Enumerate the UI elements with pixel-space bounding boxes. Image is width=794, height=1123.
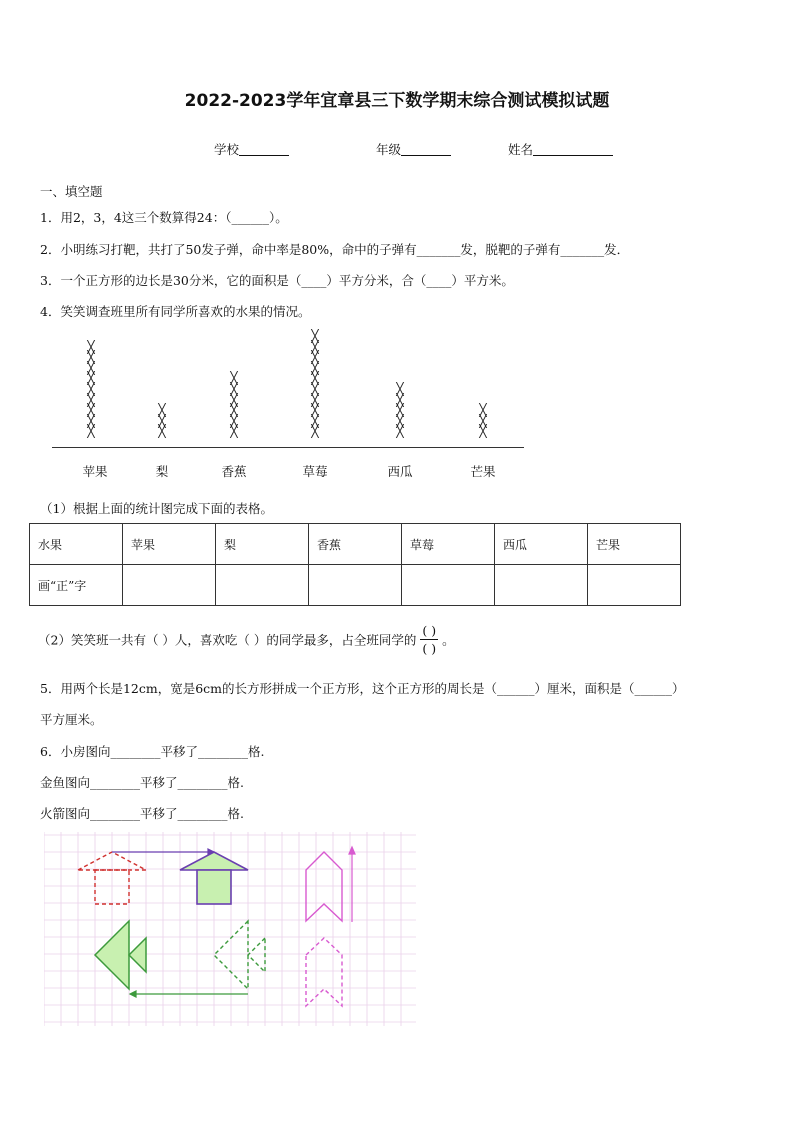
- tally-mark: ╳: [311, 339, 319, 354]
- tally-mark: ╳: [87, 403, 95, 418]
- table-cell: [309, 565, 402, 606]
- tally-mark: ╳: [311, 360, 319, 375]
- table-cell: 水果: [30, 524, 123, 565]
- name-field: 姓名: [508, 140, 613, 158]
- question-4-1: （1）根据上面的统计图完成下面的表格。: [40, 501, 273, 516]
- table-cell: 梨: [216, 524, 309, 565]
- question-5: 5．用两个长是12cm，宽是6cm的长方形拼成一个正方形，这个正方形的周长是（______）厘米，面积是（______）: [40, 681, 685, 696]
- page-title: 2022-2023学年宜章县三下数学期末综合测试模拟试题: [184, 91, 610, 111]
- tally-mark: ╳: [87, 424, 95, 439]
- house-body: [197, 870, 231, 904]
- tally-mark: ╳: [158, 424, 166, 439]
- tally-mark: ╳: [87, 392, 95, 407]
- rocket-translated: [306, 852, 342, 921]
- question-2: 2．小明练习打靶，共打了50发子弹，命中率是80%，命中的子弹有_______发，脱靶的子弹有_______发．: [40, 242, 630, 257]
- tally-mark: ╳: [311, 371, 319, 386]
- table-cell: 香蕉: [309, 524, 402, 565]
- tally-mark: ╳: [396, 424, 404, 439]
- fraction-blank: $\frac{( )}{( )}$: [422, 623, 437, 656]
- table-row: [30, 565, 681, 606]
- fish-original: [214, 921, 265, 989]
- tally-mark: ╳: [311, 350, 319, 365]
- tally-mark: ╳: [396, 413, 404, 428]
- fish-translated: [95, 921, 146, 989]
- tally-mark: ╳: [87, 360, 95, 375]
- question-1: 1．用2，3，4这三个数算得24：（______）。: [40, 210, 288, 225]
- question-6-rocket: 火箭图向________平移了________格.: [40, 806, 244, 821]
- tally-mark: ╳: [311, 382, 319, 396]
- fruit-label: 芒果: [470, 464, 496, 479]
- tally-mark: ╳: [87, 339, 95, 354]
- section-heading: 一、填空题: [40, 184, 103, 199]
- table-cell: 草莓: [402, 524, 495, 565]
- fruit-label: 草莓: [302, 464, 328, 479]
- tally-mark: ╳: [87, 350, 95, 365]
- tally-mark: ╳: [87, 413, 95, 428]
- tally-mark: ╳: [230, 392, 238, 407]
- table-cell: 西瓜: [495, 524, 588, 565]
- table-cell: [402, 565, 495, 606]
- tally-mark: ╳: [396, 382, 404, 396]
- question-4-2: （2）笑笑班一共有（ ）人，喜欢吃（ ）的同学最多，占全班同学的 $\frac{( )}{( )}$ 。: [38, 623, 455, 656]
- school-field: 学校: [214, 140, 289, 158]
- question-6: 6．小房图向________平移了________格.: [40, 744, 265, 759]
- tally-mark: ╳: [479, 413, 487, 428]
- tally-mark: ╳: [311, 403, 319, 418]
- table-cell: 芒果: [588, 524, 681, 565]
- house-translated: [180, 852, 248, 904]
- question-6-fish: 金鱼图向________平移了________格.: [40, 775, 244, 790]
- question-5-cont: 平方厘米。: [40, 712, 103, 727]
- tally-mark: ╳: [230, 371, 238, 386]
- tally-mark: ╳: [230, 382, 238, 396]
- tally-mark: ╳: [396, 403, 404, 418]
- tally-mark: ╳: [479, 424, 487, 439]
- tally-mark: ╳: [311, 424, 319, 439]
- tally-mark: ╳: [87, 371, 95, 386]
- table-header-row: [30, 524, 681, 565]
- tally-mark: ╳: [311, 392, 319, 407]
- tally-table: [29, 523, 681, 606]
- translation-grid-figure: [44, 832, 416, 1026]
- fruit-label: 梨: [155, 464, 169, 479]
- chart-baseline: [52, 447, 524, 448]
- tally-mark: ╳: [87, 382, 95, 396]
- fruit-label: 西瓜: [387, 464, 413, 479]
- question-4: 4．笑笑调查班里所有同学所喜欢的水果的情况。: [40, 304, 311, 319]
- tally-mark: ╳: [158, 403, 166, 418]
- tally-mark: ╳: [311, 329, 319, 343]
- grade-field: 年级: [376, 140, 451, 158]
- fruit-label: 香蕉: [221, 464, 247, 479]
- tally-mark: ╳: [311, 413, 319, 428]
- fruit-label: 苹果: [82, 464, 108, 479]
- tally-mark: ╳: [479, 403, 487, 418]
- table-cell: [216, 565, 309, 606]
- tally-mark: ╳: [230, 424, 238, 439]
- table-cell: [123, 565, 216, 606]
- table-cell: [495, 565, 588, 606]
- table-cell: [588, 565, 681, 606]
- question-3: 3．一个正方形的边长是30分米，它的面积是（____）平方分米，合（____）平方米。: [40, 273, 514, 288]
- rocket-original: [306, 938, 342, 1006]
- tally-mark: ╳: [396, 392, 404, 407]
- tally-mark: ╳: [158, 413, 166, 428]
- fish-arrow: [130, 991, 248, 997]
- table-cell: 画“正”字: [30, 565, 123, 606]
- fish-tail: [129, 938, 146, 972]
- table-cell: 苹果: [123, 524, 216, 565]
- tally-mark: ╳: [230, 403, 238, 418]
- house-roof: [180, 852, 248, 870]
- tally-mark: ╳: [230, 413, 238, 428]
